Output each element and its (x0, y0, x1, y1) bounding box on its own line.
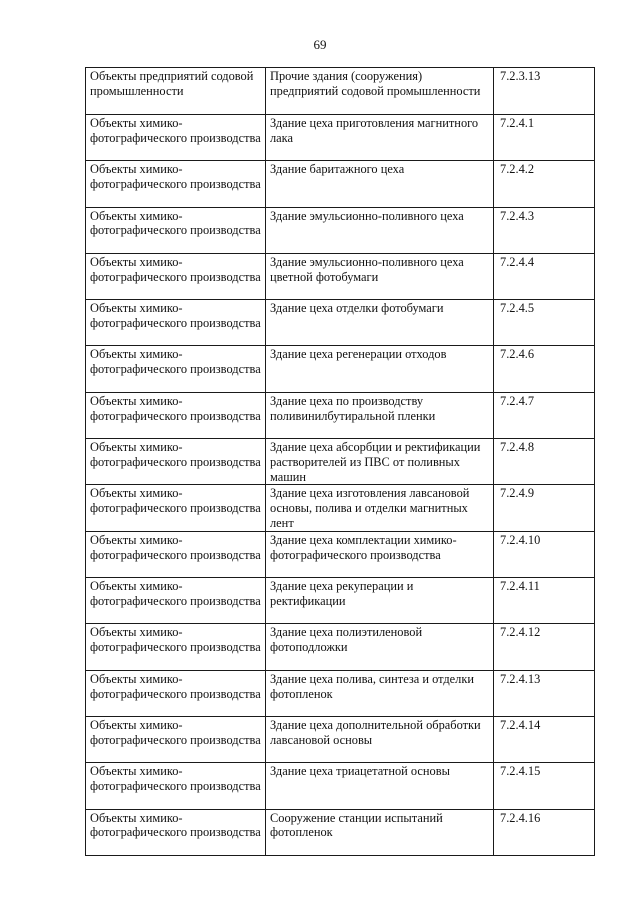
code-cell: 7.2.4.3 (494, 207, 595, 253)
code-cell: 7.2.4.2 (494, 161, 595, 207)
building-cell: Здание цеха абсорбции и ректификации растворителей из ПВС от поливных машин (266, 439, 494, 485)
category-cell: Объекты химико-фотографического производства (86, 809, 266, 855)
table-row (86, 809, 595, 855)
table-row (86, 531, 595, 577)
category-cell: Объекты химико-фотографического производства (86, 392, 266, 438)
building-cell: Здание баритажного цеха (266, 161, 494, 207)
building-cell: Здание цеха регенерации отходов (266, 346, 494, 392)
building-cell: Прочие здания (сооружения) предприятий содовой промышленности (266, 68, 494, 115)
table-row (86, 717, 595, 763)
building-cell: Сооружение станции испытаний фотопленок (266, 809, 494, 855)
code-cell: 7.2.4.15 (494, 763, 595, 809)
building-cell: Здание цеха комплектации химико-фотографического производства (266, 531, 494, 577)
table-row (86, 485, 595, 531)
building-cell: Здание эмульсионно-поливного цеха цветной фотобумаги (266, 253, 494, 299)
table-row (86, 670, 595, 716)
category-cell: Объекты химико-фотографического производства (86, 207, 266, 253)
building-cell: Здание цеха изготовления лавсановой основы, полива и отделки магнитных лент (266, 485, 494, 531)
table-row (86, 68, 595, 115)
category-cell: Объекты химико-фотографического производства (86, 763, 266, 809)
page-number: 69 (313, 37, 327, 52)
code-cell: 7.2.4.9 (494, 485, 595, 531)
category-cell: Объекты химико-фотографического производства (86, 670, 266, 716)
table-row (86, 253, 595, 299)
category-cell: Объекты химико-фотографического производства (86, 161, 266, 207)
code-cell: 7.2.4.16 (494, 809, 595, 855)
building-cell: Здание цеха триацетатной основы (266, 763, 494, 809)
code-cell: 7.2.4.5 (494, 300, 595, 346)
code-cell: 7.2.4.8 (494, 439, 595, 485)
category-cell: Объекты химико-фотографического производства (86, 531, 266, 577)
table-row (86, 346, 595, 392)
category-cell: Объекты химико-фотографического производства (86, 624, 266, 670)
category-cell: Объекты химико-фотографического производства (86, 300, 266, 346)
table-row (86, 207, 595, 253)
table-row (86, 115, 595, 161)
code-cell: 7.2.4.1 (494, 115, 595, 161)
table-row (86, 439, 595, 485)
code-cell: 7.2.4.11 (494, 578, 595, 624)
building-cell: Здание эмульсионно-поливного цеха (266, 207, 494, 253)
code-cell: 7.2.4.6 (494, 346, 595, 392)
building-cell: Здание цеха полиэтиленовой фотоподложки (266, 624, 494, 670)
table-row (86, 392, 595, 438)
building-cell: Здание цеха полива, синтеза и отделки фотопленок (266, 670, 494, 716)
code-cell: 7.2.4.14 (494, 717, 595, 763)
registry-table (85, 67, 595, 856)
category-cell: Объекты химико-фотографического производства (86, 253, 266, 299)
table-row (86, 578, 595, 624)
category-cell: Объекты химико-фотографического производства (86, 115, 266, 161)
code-cell: 7.2.4.12 (494, 624, 595, 670)
table-row (86, 161, 595, 207)
building-cell: Здание цеха приготовления магнитного лака (266, 115, 494, 161)
code-cell: 7.2.3.13 (494, 68, 595, 115)
category-cell: Объекты химико-фотографического производства (86, 578, 266, 624)
category-cell: Объекты химико-фотографического производства (86, 717, 266, 763)
category-cell: Объекты химико-фотографического производства (86, 346, 266, 392)
table-row (86, 763, 595, 809)
category-cell: Объекты предприятий содовой промышленности (86, 68, 266, 115)
building-cell: Здание цеха отделки фотобумаги (266, 300, 494, 346)
building-cell: Здание цеха дополнительной обработки лавсановой основы (266, 717, 494, 763)
building-cell: Здание цеха рекуперации и ректификации (266, 578, 494, 624)
category-cell: Объекты химико-фотографического производства (86, 439, 266, 485)
category-cell: Объекты химико-фотографического производства (86, 485, 266, 531)
code-cell: 7.2.4.4 (494, 253, 595, 299)
code-cell: 7.2.4.10 (494, 531, 595, 577)
building-cell: Здание цеха по производству поливинилбутиральной пленки (266, 392, 494, 438)
code-cell: 7.2.4.13 (494, 670, 595, 716)
code-cell: 7.2.4.7 (494, 392, 595, 438)
table-row (86, 624, 595, 670)
table-row (86, 300, 595, 346)
